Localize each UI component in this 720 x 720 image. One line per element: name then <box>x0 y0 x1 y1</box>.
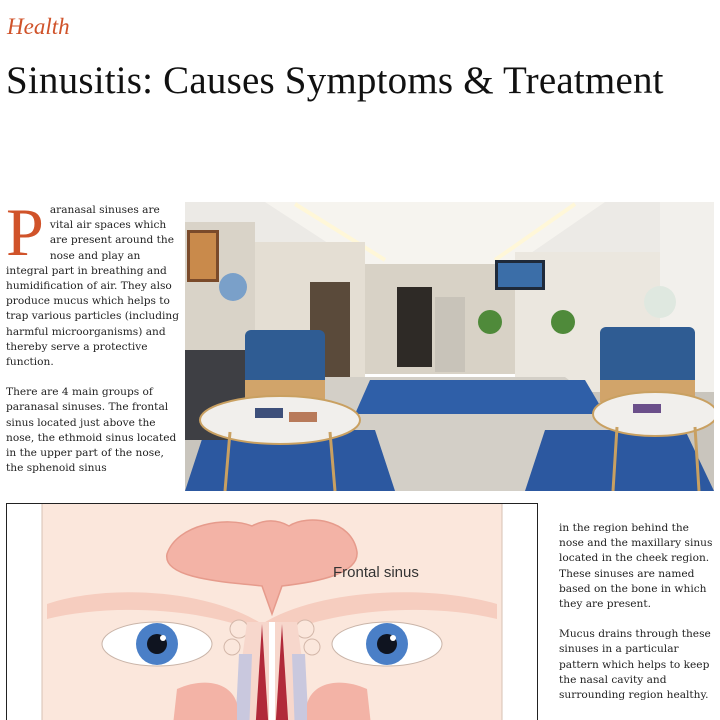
paragraph-sinus-groups: There are 4 main groups of paranasal sinuses. The frontal sinus located just above the nose, the ethmoid sinus located in the upper part of the nose, the sphenoid sinus <box>6 386 177 475</box>
article-title: Sinusitis: Causes Symptoms & Treatment <box>6 59 664 102</box>
section-label: Health <box>7 14 70 39</box>
article-column-right <box>559 521 717 718</box>
intro-paragraph-text: aranasal sinuses are vital air spaces which are present around the nose and play an integral part in breathing and humidification of air. They also produce mucus which helps to trap various particles (including harmful microorganisms) and thereby serve a protective function. <box>6 204 180 369</box>
drop-cap: P <box>6 194 44 270</box>
intro-paragraph <box>6 194 181 370</box>
article-column-left <box>6 194 181 491</box>
clinic-lobby-photo <box>185 202 714 491</box>
paragraph-mucus-drainage: Mucus drains through these sinuses in a particular pattern which helps to keep the nasal cavity and surrounding region healthy. <box>559 628 711 702</box>
frontal-sinus-label: Frontal sinus <box>333 564 419 581</box>
sinus-anatomy-diagram <box>6 503 538 720</box>
paragraph-sinus-locations: in the region behind the nose and the maxillary sinus located in the cheek region. These sinuses are named based on the bone in which they are present. <box>559 522 713 611</box>
